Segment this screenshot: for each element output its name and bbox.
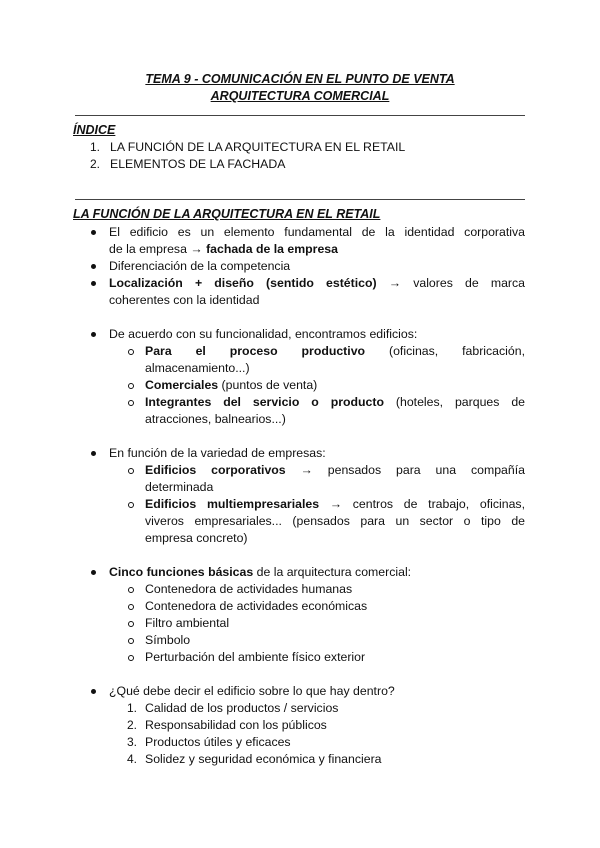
bullet-disc	[91, 689, 96, 694]
sub-bullet-5-2-line3: empresa concreto)	[145, 531, 248, 545]
sub-bullet-circle	[128, 587, 134, 593]
sub-bullet-4-3-line1: Integrantes del servicio o producto (hoteles, parques de	[145, 395, 526, 409]
sub-bullet-4-2: Comerciales (puntos de venta)	[145, 378, 318, 392]
bullet-disc	[91, 451, 96, 456]
sub-bullet-circle	[128, 349, 134, 355]
bullet-2: Diferenciación de la competencia	[109, 259, 291, 273]
bullet-1-line2: de la empresa → fachada de la empresa	[109, 242, 338, 256]
sub-bullet-5-2-line2: viveros empresariales... (pensados para un sector o tipo de	[145, 514, 525, 528]
list-item-3: Productos útiles y eficaces	[145, 735, 291, 749]
bullet-disc	[91, 332, 96, 337]
sub-bullet-circle	[128, 502, 134, 508]
sub-bullet-5-1-line2: determinada	[145, 480, 214, 494]
doc-title-line1: TEMA 9 - COMUNICACIÓN EN EL PUNTO DE VENTA	[145, 72, 455, 86]
doc-title-line2: ARQUITECTURA COMERCIAL	[210, 89, 390, 103]
list-num: 2.	[127, 718, 138, 732]
list-num: 3.	[127, 735, 138, 749]
index-heading: ÍNDICE	[73, 123, 116, 137]
list-item-4: Solidez y seguridad económica y financiera	[145, 752, 382, 766]
list-item-2: Responsabilidad con los públicos	[145, 718, 327, 732]
index-item-2: ELEMENTOS DE LA FACHADA	[110, 157, 286, 171]
function-item-4: Símbolo	[145, 633, 191, 647]
list-num: 1.	[127, 701, 138, 715]
sub-bullet-circle	[128, 468, 134, 474]
bullet-disc	[91, 230, 96, 235]
sub-bullet-circle	[128, 383, 134, 389]
sub-bullet-circle	[128, 638, 134, 644]
sub-bullet-5-1-line1: Edificios corporativos → pensados para una compañía	[145, 463, 525, 477]
sub-bullet-4-1-line1: Para el proceso productivo (oficinas, fabricación,	[145, 344, 525, 358]
function-item-1: Contenedora de actividades humanas	[145, 582, 353, 596]
bullet-6: Cinco funciones básicas de la arquitectura comercial:	[109, 565, 412, 579]
sub-bullet-4-3-line2: atracciones, balnearios...)	[145, 412, 286, 426]
function-item-5: Perturbación del ambiente físico exterior	[145, 650, 366, 664]
section-heading: LA FUNCIÓN DE LA ARQUITECTURA EN EL RETAIL	[73, 207, 381, 221]
sub-bullet-circle	[128, 655, 134, 661]
sub-bullet-circle	[128, 604, 134, 610]
bullet-disc	[91, 281, 96, 286]
bullet-3-line2: coherentes con la identidad	[109, 293, 260, 307]
list-num: 4.	[127, 752, 138, 766]
sub-bullet-4-1-line2: almacenamiento...)	[145, 361, 250, 375]
bullet-1-line1: El edificio es un elemento fundamental de la identidad corporativa	[109, 225, 525, 239]
bullet-disc	[91, 570, 96, 575]
bullet-disc	[91, 264, 96, 269]
index-item-1: LA FUNCIÓN DE LA ARQUITECTURA EN EL RETAIL	[110, 140, 406, 154]
sub-bullet-5-2-line1: Edificios multiempresariales → centros de trabajo, oficinas,	[145, 497, 525, 511]
divider	[75, 199, 525, 200]
index-num-1: 1.	[90, 140, 101, 154]
sub-bullet-circle	[128, 400, 134, 406]
list-item-1: Calidad de los productos / servicios	[145, 701, 339, 715]
function-item-3: Filtro ambiental	[145, 616, 230, 630]
bullet-5: En función de la variedad de empresas:	[109, 446, 326, 460]
index-num-2: 2.	[90, 157, 101, 171]
bullet-4: De acuerdo con su funcionalidad, encontramos edificios:	[109, 327, 418, 341]
bullet-7: ¿Qué debe decir el edificio sobre lo que hay dentro?	[109, 684, 395, 698]
function-item-2: Contenedora de actividades económicas	[145, 599, 368, 613]
divider	[75, 115, 525, 116]
sub-bullet-circle	[128, 621, 134, 627]
bullet-3-line1: Localización + diseño (sentido estético) → valores de marca	[109, 276, 525, 290]
